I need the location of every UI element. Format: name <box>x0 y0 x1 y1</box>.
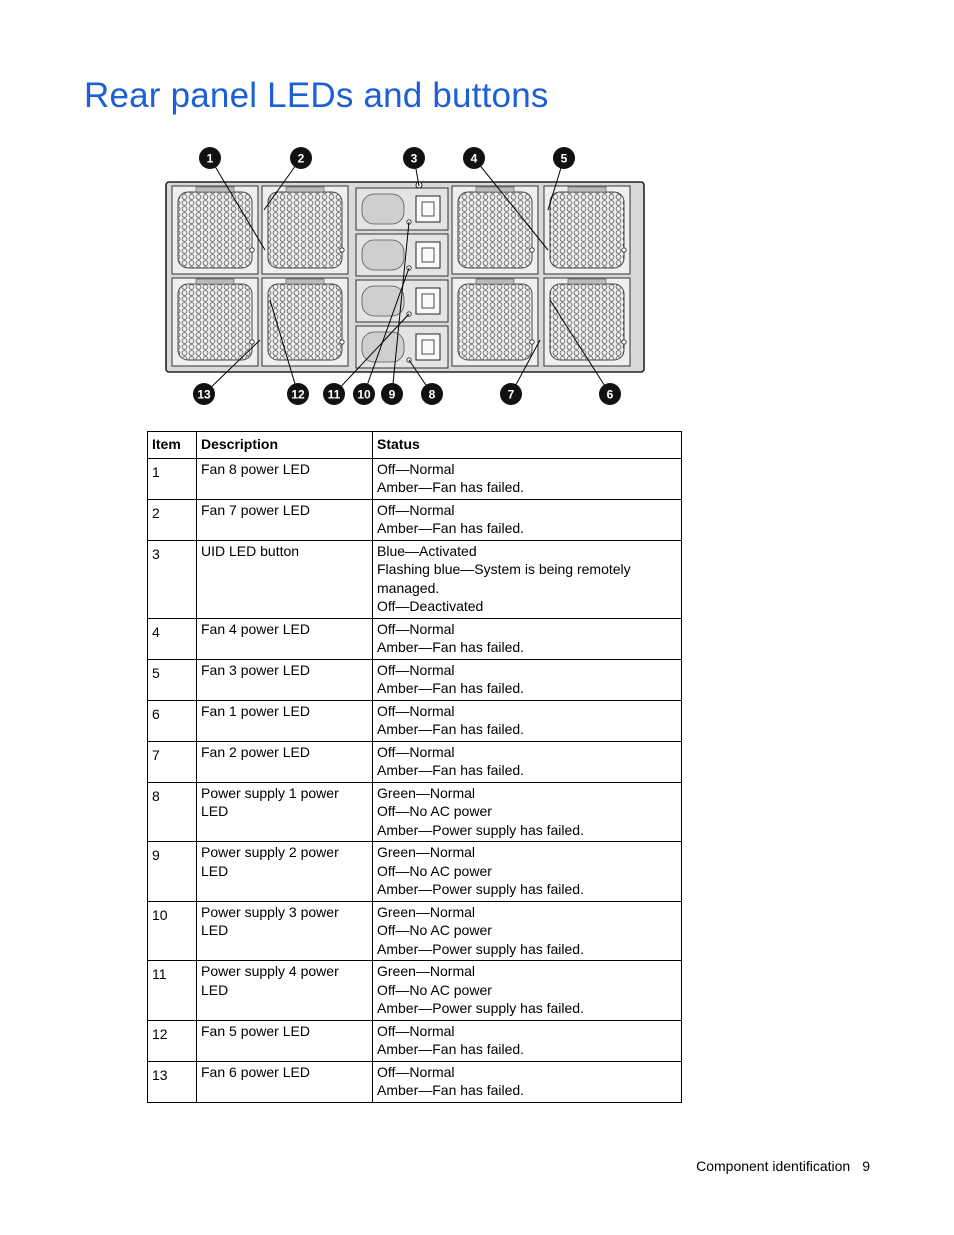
fan-grille <box>458 284 532 360</box>
status-line: Amber—Fan has failed. <box>377 680 525 696</box>
fan-grille <box>550 192 624 268</box>
table-row <box>148 618 682 659</box>
rear-panel-figure <box>160 140 660 420</box>
fan-led <box>530 340 534 344</box>
row-item: 10 <box>148 901 197 961</box>
status-line: Off—No AC power <box>377 803 492 819</box>
row-status <box>373 499 682 540</box>
status-line: Green—Normal <box>377 784 476 801</box>
row-description: Fan 5 power LED <box>197 1020 373 1061</box>
ac-inlet <box>416 334 440 360</box>
status-line: Amber—Fan has failed. <box>377 762 525 778</box>
chassis-rear-panel <box>166 182 644 372</box>
callout-label: 3 <box>410 151 418 166</box>
row-status <box>373 782 682 842</box>
status-line: Amber—Power supply has failed. <box>377 940 584 957</box>
rear-panel-diagram <box>160 140 660 420</box>
status-line: Amber—Fan has failed. <box>377 721 525 737</box>
row-description: Fan 4 power LED <box>197 618 373 659</box>
fan-latch <box>196 279 234 284</box>
ac-inlet <box>416 242 440 268</box>
table-row <box>148 741 682 782</box>
status-line: Off—No AC power <box>377 922 492 938</box>
fan-grille <box>268 192 342 268</box>
fan-latch <box>476 279 514 284</box>
row-status <box>373 961 682 1021</box>
table-row <box>148 700 682 741</box>
callout-label: 10 <box>357 387 371 402</box>
row-status <box>373 700 682 741</box>
row-item: 13 <box>148 1061 197 1102</box>
led-table <box>147 431 682 1103</box>
row-item: 1 <box>148 458 197 499</box>
table-row <box>148 842 682 902</box>
status-line: Off—Normal <box>377 620 455 637</box>
row-item: 6 <box>148 700 197 741</box>
header-status: Status <box>373 432 682 459</box>
row-item: 8 <box>148 782 197 842</box>
fan-led <box>250 248 254 252</box>
fan-latch <box>476 187 514 192</box>
fan-led <box>340 248 344 252</box>
row-status <box>373 458 682 499</box>
ac-inlet <box>416 288 440 314</box>
header-item: Item <box>148 432 197 459</box>
page-title: Rear panel LEDs and buttons <box>84 76 549 115</box>
status-line: Amber—Fan has failed. <box>377 639 525 655</box>
callout-label: 9 <box>388 387 396 402</box>
row-description: Power supply 3 power LED <box>197 901 373 961</box>
callout-label: 1 <box>206 151 214 166</box>
callout-label: 6 <box>606 387 614 402</box>
led-table-body <box>148 458 682 1102</box>
status-line: Amber—Fan has failed. <box>377 1082 525 1098</box>
row-description: Power supply 4 power LED <box>197 961 373 1021</box>
row-status <box>373 741 682 782</box>
status-line: Blue—Activated <box>377 542 477 559</box>
row-status <box>373 901 682 961</box>
status-line: Off—No AC power <box>377 862 492 879</box>
row-description: Fan 3 power LED <box>197 659 373 700</box>
row-status <box>373 1061 682 1102</box>
row-item: 2 <box>148 499 197 540</box>
row-description: Fan 2 power LED <box>197 741 373 782</box>
status-line: Amber—Power supply has failed. <box>377 1000 584 1016</box>
row-item: 11 <box>148 961 197 1021</box>
table-row <box>148 901 682 961</box>
fan-led <box>530 248 534 252</box>
fan-latch <box>286 279 324 284</box>
row-description: Power supply 1 power LED <box>197 782 373 842</box>
row-description: Fan 8 power LED <box>197 458 373 499</box>
fan-grille <box>268 284 342 360</box>
status-line: Green—Normal <box>377 903 476 920</box>
fan-grille <box>178 284 252 360</box>
callout-label: 8 <box>428 387 436 402</box>
table-row <box>148 961 682 1021</box>
fan-led <box>250 340 254 344</box>
status-line: Amber—Fan has failed. <box>377 1041 525 1057</box>
callout-label: 7 <box>507 387 515 402</box>
ac-inlet <box>416 196 440 222</box>
status-line: Flashing blue—System is being remotely managed. <box>377 561 631 596</box>
fan-led <box>622 248 626 252</box>
status-line: Off—Normal <box>377 1022 455 1039</box>
page-footer <box>684 1158 870 1174</box>
row-status <box>373 618 682 659</box>
row-item: 5 <box>148 659 197 700</box>
row-item: 3 <box>148 540 197 618</box>
status-line: Off—Normal <box>377 501 455 518</box>
status-line: Off—Deactivated <box>377 598 484 614</box>
row-description: Fan 6 power LED <box>197 1061 373 1102</box>
fan-grille <box>458 192 532 268</box>
status-line: Off—Normal <box>377 1063 455 1080</box>
status-line: Green—Normal <box>377 844 476 860</box>
status-line: Off—No AC power <box>377 981 492 998</box>
row-status <box>373 842 682 902</box>
row-status <box>373 540 682 618</box>
callout-label: 12 <box>291 387 305 402</box>
fan-grille <box>178 192 252 268</box>
row-description: Fan 1 power LED <box>197 700 373 741</box>
footer-section: Component identification <box>696 1158 851 1174</box>
status-line: Green—Normal <box>377 963 476 979</box>
row-description: UID LED button <box>197 540 373 618</box>
table-row <box>148 458 682 499</box>
row-item: 7 <box>148 741 197 782</box>
status-line: Amber—Fan has failed. <box>377 479 525 495</box>
row-item: 4 <box>148 618 197 659</box>
callout-label: 11 <box>327 387 341 402</box>
table-header-row <box>148 432 682 459</box>
table-row <box>148 499 682 540</box>
table-row <box>148 659 682 700</box>
fan-led <box>340 340 344 344</box>
fan-latch <box>568 279 606 284</box>
header-description: Description <box>197 432 373 459</box>
callout-label: 5 <box>560 151 568 166</box>
row-status <box>373 1020 682 1061</box>
status-line: Off—Normal <box>377 661 455 678</box>
power-supply-handle <box>362 194 404 224</box>
status-line: Off—Normal <box>377 702 455 719</box>
fan-grille <box>550 284 624 360</box>
row-item: 12 <box>148 1020 197 1061</box>
row-description: Fan 7 power LED <box>197 499 373 540</box>
power-supply-handle <box>362 240 404 270</box>
status-line: Amber—Power supply has failed. <box>377 821 584 838</box>
status-line: Off—Normal <box>377 460 455 477</box>
table-row <box>148 1061 682 1102</box>
fan-latch <box>568 187 606 192</box>
callout-label: 13 <box>197 387 211 402</box>
fan-led <box>622 340 626 344</box>
callout-label: 4 <box>470 151 478 166</box>
table-row <box>148 782 682 842</box>
status-line: Off—Normal <box>377 743 455 760</box>
row-item: 9 <box>148 842 197 902</box>
row-description: Power supply 2 power LED <box>197 842 373 902</box>
row-status <box>373 659 682 700</box>
table-row <box>148 540 682 618</box>
status-line: Amber—Fan has failed. <box>377 520 525 536</box>
table-row <box>148 1020 682 1061</box>
callout-label: 2 <box>297 151 305 166</box>
footer-page-number: 9 <box>862 1158 870 1174</box>
fan-latch <box>286 187 324 192</box>
status-line: Amber—Power supply has failed. <box>377 881 584 897</box>
